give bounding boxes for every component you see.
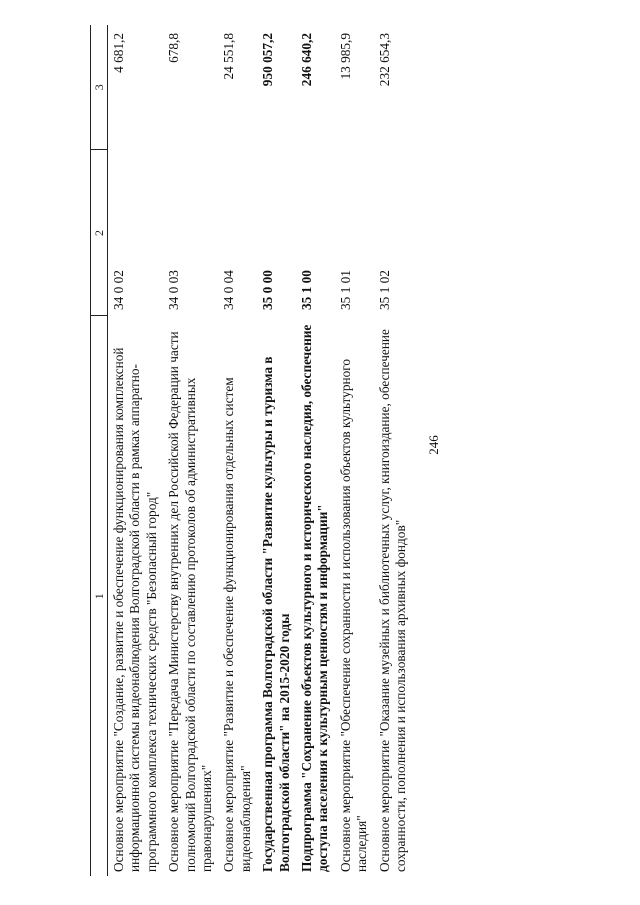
- row-amount-cell: 24 551,8: [221, 33, 237, 80]
- row-name-cell: Подпрограмма "Сохранение объектов культурного и исторического наследия, обеспечение доступа населения к культурным ценностям и информации": [299, 324, 331, 872]
- budget-table: [90, 25, 413, 876]
- row-name-cell: Основное мероприятие "Развитие и обеспечение функционирования отдельных систем видеонаблюдения": [221, 377, 253, 872]
- table-header-row: [91, 25, 108, 876]
- row-code-cell: 34 0 02: [111, 270, 126, 310]
- row-amount-cell: 950 057,2: [260, 33, 276, 87]
- table-row: [163, 25, 218, 876]
- budget-table-sheet: [90, 25, 612, 876]
- row-amount-cell: 678,8: [166, 33, 182, 63]
- row-name-cell: Основное мероприятие "Оказание музейных и библиотечных услуг, книгоиздание, обеспечение сохранности, пополнения и использования архивных фондов": [376, 329, 409, 872]
- page-number: 246: [426, 435, 441, 455]
- table-row: [335, 25, 374, 876]
- header-col-3: 3: [91, 25, 108, 150]
- row-amount-cell: 4 681,2: [111, 33, 126, 73]
- table-row: [257, 25, 296, 876]
- row-amount-cell: 246 640,2: [299, 33, 315, 87]
- row-code-cell: 35 0 00: [260, 270, 276, 310]
- table-row: [108, 25, 164, 876]
- row-amount-cell: 232 654,3: [376, 33, 392, 87]
- header-col-2: 2: [91, 150, 108, 316]
- row-code-cell: 35 1 01: [337, 270, 353, 310]
- row-code-cell: 34 0 04: [221, 270, 237, 310]
- table-row: [374, 25, 413, 876]
- row-code-cell: 35 1 00: [299, 270, 315, 310]
- table-row: [218, 25, 257, 876]
- header-col-1: 1: [91, 316, 108, 876]
- row-name-cell: Основное мероприятие "Обеспечение сохранности и использования объектов культурного наследия": [337, 358, 370, 872]
- row-name-cell: Основное мероприятие "Создание, развитие и обеспечение функционирования комплексной информационной системы видеонаблюдения Волгоградской области в рамках аппаратно-программного комплекса технических средств "Безопасный город": [111, 347, 159, 872]
- table-row: [296, 25, 335, 876]
- row-amount-cell: 13 985,9: [337, 33, 353, 80]
- row-name-cell: Основное мероприятие "Передача Министерству внутренних дел Российской Федерации части полномочий Волгоградской области по составлению протоколов об административных правонарушениях": [166, 331, 215, 872]
- row-code-cell: 34 0 03: [166, 270, 182, 310]
- row-code-cell: 35 1 02: [376, 270, 392, 310]
- row-name-cell: Государственная программа Волгоградской области "Развитие культуры и туризма в Волгоградской области" на 2015-2020 годы: [260, 356, 292, 872]
